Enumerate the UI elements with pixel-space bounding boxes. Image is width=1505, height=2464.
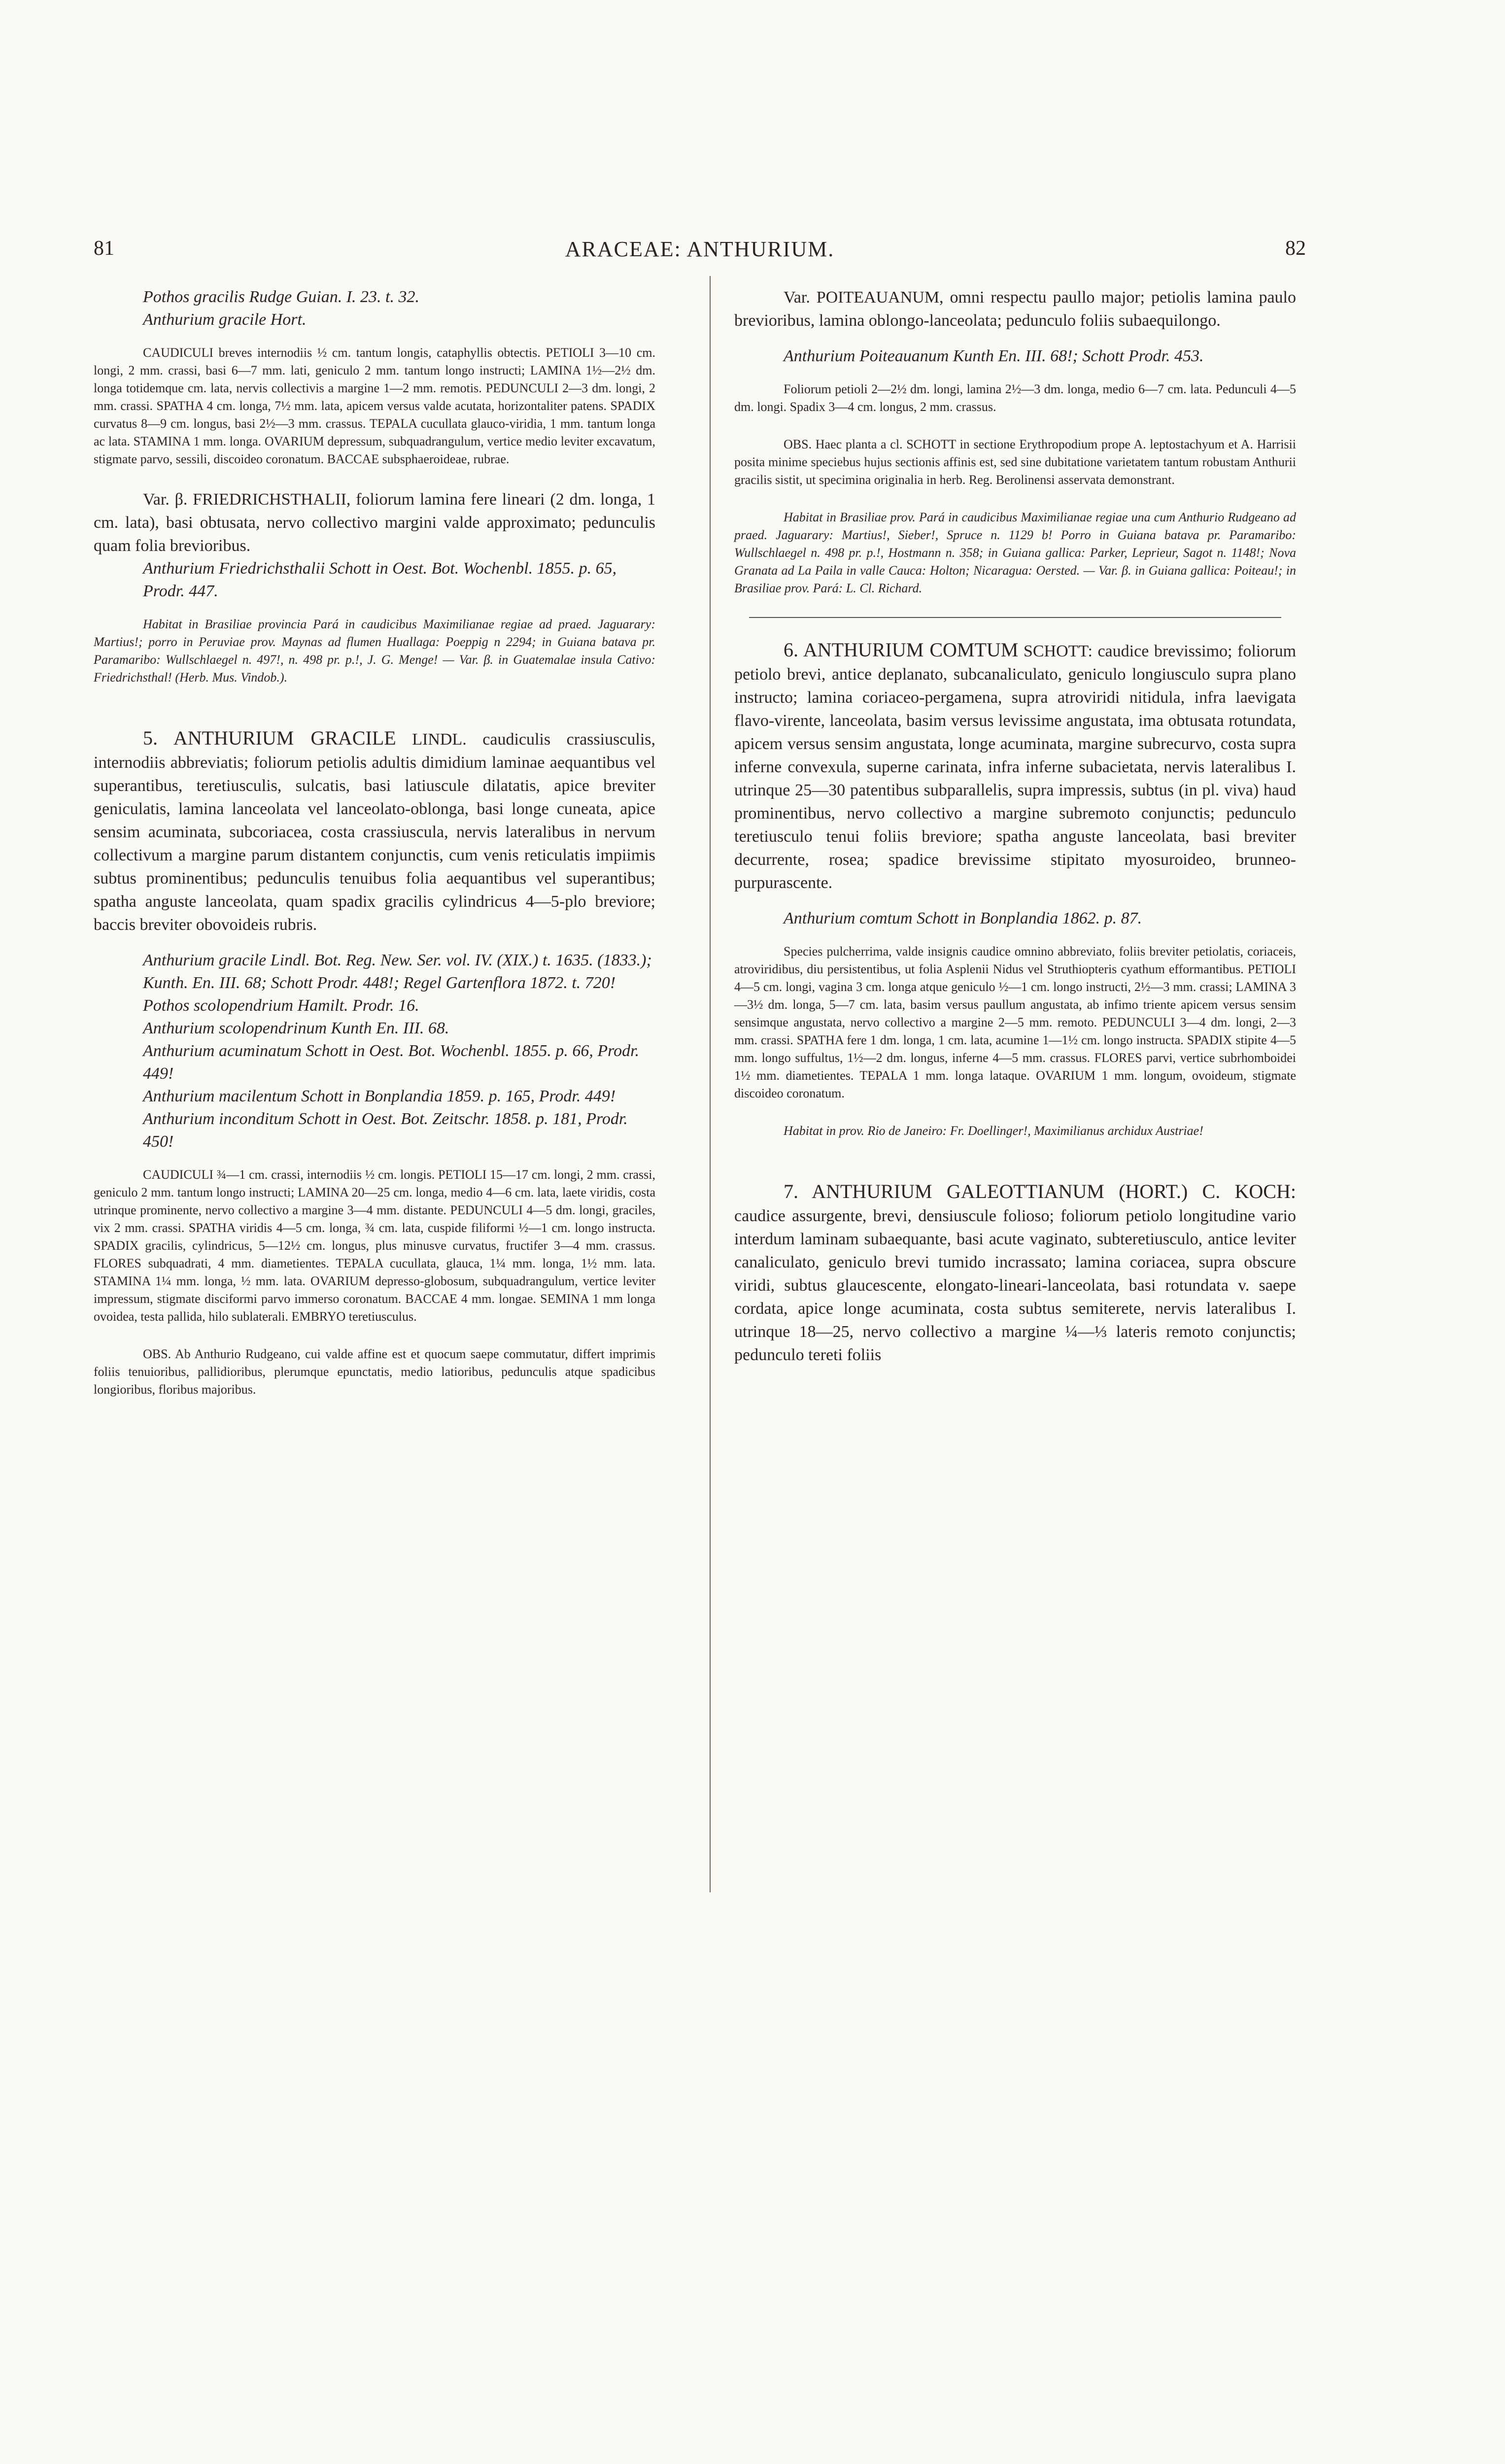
species-5-citation: Anthurium gracile Lindl. Bot. Reg. New. Ser. vol. IV. (XIX.) t. 1635. (1833.); Kunth. En. III. 68; Schott Prodr. 448!; Regel Gartenflora 1872. t. 720! xyxy=(143,951,652,992)
species-6-diagnosis xyxy=(734,638,1296,894)
variety-paragraph: Var. POITEAUANUM, omni respectu paullo major; petiolis lamina paulo brevioribus, lamina oblongo-lanceolata; pedunculo foliis subaequilongo. xyxy=(734,288,1296,330)
species-6-text: caudice brevissimo; foliorum petiolo brevi, antice deplanato, subcanaliculato, geniculo longiusculo supra plano instructo; lamina coriaceo-pergamena, supra atroviridi nitidula, infra laevigata flavo-virente, lanceolata, basim versus levissime angustata, ima obtusata rotundata, apicem versus sensim angustata, longe acuminata, margine subrecurvo, costa supra inferne convexula, superne carinata, infra inferne subacietata, nervis lateralibus I. utrinque 25—30 patentibus subparallelis, supra impressis, subtus (in pl. viva) haud prominentibus, nervo collectivo a margine subremoto conjunctis; pedunculo teretiusculo tenui foliis breviore; spatha anguste lanceolata, basi breviter decurrente, rosea; spadice brevissime stipitato myosuroideo, brunneo-purpurascente. xyxy=(734,642,1297,892)
running-header xyxy=(94,237,1306,266)
species-5-citation: Anthurium macilentum Schott in Bonplandia 1859. p. 165, Prodr. 449! xyxy=(143,1087,616,1105)
species-6-author: SCHOTT: xyxy=(1023,642,1093,660)
species-5-citation: Pothos scolopendrium Hamilt. Prodr. 16. xyxy=(143,996,419,1015)
right-column xyxy=(734,286,1296,1367)
species-7-text: caudice assurgente, brevi, densiuscule folioso; foliorum petiolo longitudine vario interdum laminam subaequante, basi acute vaginato, subteretiusculo, antice leviter canaliculato, geniculo brevi tumido incrassato; lamina coriacea, supra obscure viridi, subtus glaucescente, elongato-lineari-lanceolata, basi rotundata v. saepe cordata, apice longe acuminata, costa subtus semiterete, nervis lateralibus I. utrinque 18—25, nervo collectivo a margine ¼—⅓ lateris remoto conjunctis; pedunculo tereti foliis xyxy=(734,1207,1296,1364)
variety-observation: OBS. Haec planta a cl. SCHOTT in sectione Erythropodium prope A. leptostachyum et A. Harrisii posita minime speciebus hujus sectionis affinis est, sed sine dubitatione varietatem tantum robustam Anthurii gracilis sistit, ut specimina originalia in herb. Reg. Berolinensi asservata demonstrant. xyxy=(734,437,1296,487)
habitat-note: Habitat in Brasiliae provincia Pará in caudicibus Maximilianae regiae ad praed. Jaguarary: Martius!; porro in Peruviae prov. Maynas ad flumen Huallaga: Poeppig n 2294; in Guiana batava pr. Paramaribo: Wullschlaegel n. 497!, n. 498 pr. p.!, J. G. Menge! — Var. β. in Guatemalae insula Cativo: Friedrichsthal! (Herb. Mus. Vindob.). xyxy=(94,617,655,684)
variety-description: Foliorum petioli 2—2½ dm. longi, lamina 2½—3 dm. longa, medio 6—7 cm. lata. Pedunculi 4—5 dm. longi. Spadix 3—4 cm. longus, 2 mm. crassus. xyxy=(734,382,1296,414)
column-divider xyxy=(710,276,711,1892)
habitat-note: Habitat in Brasiliae prov. Pará in caudicibus Maximilianae regiae una cum Anthurio Rudgeano ad praed. Jaguarary: Martius!, Sieber!, Spruce n. 1129 b! Porro in Guiana batava pr. Paramaribo: Wullschlaegel n. 498 pr. p.!, Hostmann n. 358; in Guiana gallica: Parker, Leprieur, Sagot n. 1148!; Nova Granata ad La Paila in valle Cauca: Holton; Nicaragua: Oersted. — Var. β. in Guiana gallica: Poiteau!; in Brasiliae prov. Pará: L. Cl. Richard. xyxy=(734,510,1296,595)
species-5-text: caudiculis crassiusculis, internodiis abbreviatis; foliorum petiolis adultis dimidium laminae aequantibus vel superantibus, teretiusculis, sulcatis, basi latiuscule dilatatis, apice breviter geniculatis, lamina lanceolata vel lanceolato-oblonga, basi longe cuneata, apice sensim acuminata, subcoriacea, costa crassiuscula, nervis lateralibus in nervum collectivum a margine parum distantem conjunctis, cum venis reticulatis impiimis subtus prominentibus; pedunculis tenuibus folia aequantibus vel superantibus; spatha anguste lanceolata, quam spadix gracilis cylindricus 4—5-plo breviore; baccis breviter obovoideis rubris. xyxy=(94,730,656,934)
species-5-heading: 5. ANTHURIUM GRACILE xyxy=(143,727,396,749)
species-7-diagnosis xyxy=(734,1179,1296,1367)
variety-citation: Anthurium Poiteauanum Kunth En. III. 68!; Schott Prodr. 453. xyxy=(784,347,1204,365)
species-5-observation: OBS. Ab Anthurio Rudgeano, cui valde affine est et quocum saepe commutatur, differt imprimis foliis tenuioribus, pallidioribus, plerumque epunctatis, medio latioribus, pedunculis atque spadicibus longioribus, floribus majoribus. xyxy=(94,1347,655,1397)
species-6-citation: Anthurium comtum Schott in Bonplandia 1862. p. 87. xyxy=(784,909,1142,927)
species-7-heading: 7. ANTHURIUM GALEOTTIANUM (HORT.) C. KOCH: xyxy=(784,1180,1296,1202)
synonym-citation: Pothos gracilis Rudge Guian. I. 23. t. 32. xyxy=(143,288,419,306)
synonym-citation: Anthurium gracile Hort. xyxy=(143,310,307,329)
page-number-right: 82 xyxy=(1285,237,1306,260)
page-number-left: 81 xyxy=(94,237,114,260)
variety-paragraph: Var. β. FRIEDRICHSTHALII, foliorum lamina fere lineari (2 dm. longa, 1 cm. lata), basi obtusata, nervo collectivo margini valde approximato; pedunculis quam folia brevioribus. xyxy=(94,490,655,555)
running-title: ARACEAE: ANTHURIUM. xyxy=(565,237,835,261)
habitat-note: Habitat in prov. Rio de Janeiro: Fr. Doellinger!, Maximilianus archidux Austriae! xyxy=(784,1124,1203,1138)
species-5-diagnosis xyxy=(94,726,655,936)
species-5-citation: Anthurium scolopendrinum Kunth En. III. 68. xyxy=(143,1019,449,1037)
species-5-citation: Anthurium acuminatum Schott in Oest. Bot. Wochenbl. 1855. p. 66, Prodr. 449! xyxy=(143,1042,640,1083)
variety-citation: Anthurium Friedrichsthalii Schott in Oest. Bot. Wochenbl. 1855. p. 65, Prodr. 447. xyxy=(143,559,617,600)
species-description: CAUDICULI breves internodiis ½ cm. tantum longis, cataphyllis obtectis. PETIOLI 3—10 cm. longi, 2 mm. crassi, basi 6—7 mm. lati, geniculo 2 mm. tantum longo instructi; LAMINA 1½—2½ dm. longa totidemque cm. lata, nervis collectivis a margine 1—2 mm. remotis. PEDUNCULI 2—3 dm. longi, 2 mm. crassi. SPATHA 4 cm. longa, 7½ mm. lata, apicem versus valde acutata, horizontaliter patens. SPADIX curvatus 8—9 cm. longus, basi 2½—3 mm. crassus. TEPALA cucullata glauco-viridia, 1 mm. tantum longa ac lata. STAMINA 1 mm. longa. OVARIUM depressum, subquadrangulum, vertice medio leviter excavatum, stigmate parvo, sessili, discoideo coronatum. BACCAE subsphaeroideae, rubrae. xyxy=(94,345,655,466)
species-6-description: Species pulcherrima, valde insignis caudice omnino abbreviato, foliis breviter petiolatis, coriaceis, atroviridibus, diu persistentibus, ut folia Asplenii Nidus vel Struthiopteris cyathum efformantibus. PETIOLI 4—5 cm. longi, vagina 3 cm. longa atque geniculo ½—1 cm. longo instructi, 2½—3 mm. crassi; LAMINA 3—3½ dm. longa, 5—7 cm. lata, basim versus paullum angustata, ab infimo triente apicem versus sensim sensimque angustata, nervo collectivo a margine 2—5 mm. remoto. PEDUNCULI 3—4 dm. longi, 2—3 mm. crassi. SPATHA fere 1 dm. longa, 1 cm. lata, acumine 1—1½ cm. longo instructa. SPADIX stipite 4—5 mm. longo suffultus, 1½—2 dm. longus, inferne 4—5 mm. crassus. FLORES parvi, vertice subrhomboidei 1½ mm. diametientes. TEPALA 1 mm. longa lataque. OVARIUM 1 mm. longum, ovoideum, stigmate discoideo coronatum. xyxy=(734,944,1296,1100)
species-6-heading: 6. ANTHURIUM COMTUM xyxy=(784,639,1019,661)
species-5-author: LINDL. xyxy=(412,730,467,749)
species-5-citation: Anthurium inconditum Schott in Oest. Bot. Zeitschr. 1858. p. 181, Prodr. 450! xyxy=(143,1110,628,1151)
species-5-description: CAUDICULI ¾—1 cm. crassi, internodiis ½ cm. longis. PETIOLI 15—17 cm. longi, 2 mm. crassi, geniculo 2 mm. tantum longo instructi; LAMINA 20—25 cm. longa, medio 4—6 cm. lata, laete viridis, costa utrinque prominente, nervo collectivo a margine 3—4 mm. distante. PEDUNCULI 4—5 dm. longi, graciles, vix 2 mm. crassi. SPATHA viridis 4—5 cm. longa, ¾ cm. lata, cuspide filiformi ½—1 cm. longo instructa. SPADIX gracilis, cylindricus, 5—12½ cm. longus, plus minusve curvatus, fructifer 3—4 mm. crassus. FLORES subquadrati, 4 mm. diametientes. TEPALA cucullata, glauca, 1¼ mm. longa, 1½ mm. lata. STAMINA 1¼ mm. longa, ½ mm. lata. OVARIUM depresso-globosum, subquadrangulum, vertice leviter impressum, stigmate disciformi parvo immerso coronatum. BACCAE 4 mm. longae. SEMINA 1 mm longa ovoidea, testa pallida, hilo sublaterali. EMBRYO teretiusculus. xyxy=(94,1167,655,1324)
left-column xyxy=(94,286,655,1399)
